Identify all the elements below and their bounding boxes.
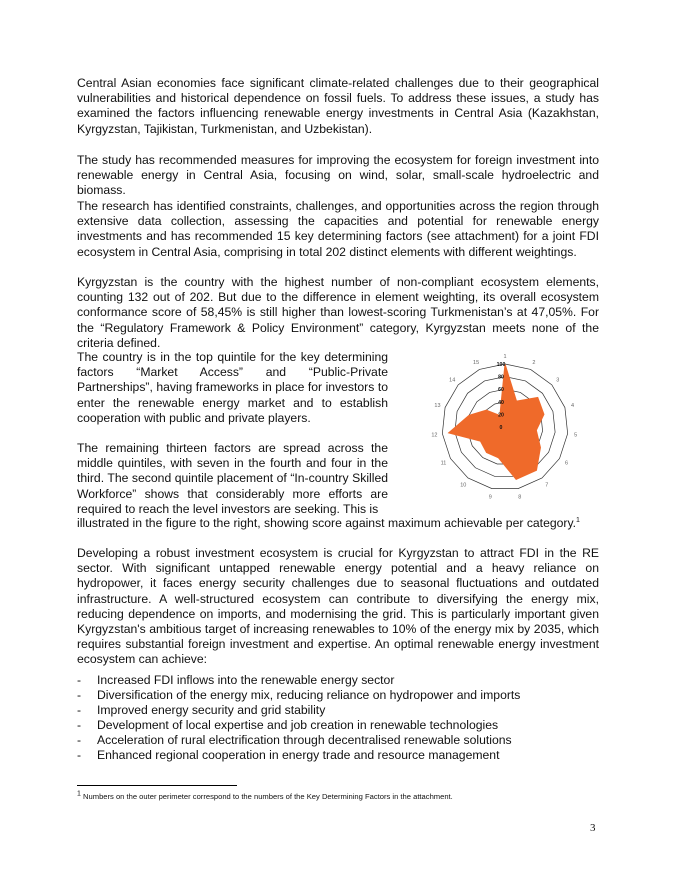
radar-category-label: 12 [431, 432, 438, 439]
radar-category-label: 10 [460, 482, 467, 489]
bullet-dash: - [77, 718, 82, 732]
list-item-text: Diversification of the energy mix, reducing reliance on hydropower and imports [97, 688, 521, 702]
list-item [77, 733, 599, 748]
radar-category-label: 13 [434, 403, 441, 410]
radar-category-label: 1 [503, 354, 507, 360]
radar-category-label: 2 [532, 360, 536, 367]
page-number: 3 [590, 822, 596, 834]
list-item [77, 703, 599, 718]
radar-category-label: 8 [518, 494, 522, 501]
radar-radial-tick-label: 100 [496, 362, 506, 368]
radar-radial-tick-label: 80 [498, 374, 504, 381]
bullet-dash: - [77, 733, 82, 747]
list-item [77, 688, 599, 703]
footnote-divider [77, 785, 237, 786]
list-item-text: Increased FDI inflows into the renewable energy sector [97, 673, 395, 687]
bullet-dash: - [77, 703, 82, 717]
radar-category-label: 11 [440, 460, 447, 467]
radar-radial-tick-label: 0 [499, 425, 503, 431]
list-item [77, 718, 599, 733]
benefits-list [77, 673, 599, 763]
radar-category-label: 5 [574, 432, 578, 439]
radar-radial-tick-label: 20 [498, 412, 504, 419]
list-item-text: Acceleration of rural electrification through decentralised renewable solutions [97, 733, 512, 747]
footnote-number: 1 [77, 790, 81, 798]
bullet-dash: - [77, 673, 82, 687]
radar-category-label: 15 [473, 360, 480, 367]
list-item-text: Improved energy security and grid stability [97, 703, 326, 717]
intro-paragraph: Central Asian economies face significant climate-related challenges due to their geographical vulnerabilities and historical dependence on fossil fuels. To address these issues, a study has examined the factors influencing renewable energy investments in Central Asia (Kazakhstan, Kyrgyzstan, Tajikistan, Turkmenistan, and Uzbekistan). [77, 76, 599, 136]
radar-radial-tick-label: 40 [498, 399, 504, 406]
radar-category-label: 3 [556, 377, 560, 384]
footnote [77, 792, 599, 802]
radar-radial-tick-label: 60 [498, 387, 504, 394]
radar-category-label: 14 [449, 377, 456, 384]
radar-chart [420, 345, 580, 501]
radar-category-label: 9 [488, 494, 492, 501]
footnote-reference: 1 [576, 516, 580, 524]
ecosystem-benefits-paragraph: Developing a robust investment ecosystem is crucial for Kyrgyzstan to attract FDI in the RE sector. With significant untapped renewable energy potential and a heavy reliance on hydropower, it faces energy security challenges due to seasonal fluctuations and outdated infrastructure. A well-structured ecosystem can contribute to diversifying the energy mix, reducing dependence on imports, and modernising the grid. This is particularly important given Kyrgyzstan's ambitious target of increasing renewables to 10% of the energy mix by 2035, which requires substantial foreign investment and expertise. An optimal renewable energy investment ecosystem can achieve: [77, 546, 599, 667]
list-item-text: Development of local expertise and job creation in renewable technologies [97, 718, 499, 732]
list-item [77, 748, 599, 763]
list-item [77, 673, 599, 688]
radar-category-label: 4 [570, 403, 575, 410]
bullet-dash: - [77, 748, 82, 762]
recommendations-paragraph: The study has recommended measures for improving the ecosystem for foreign investment into renewable energy in Central Asia, focusing on wind, solar, small-scale hydroelectric and biomass. [77, 153, 599, 198]
radar-category-label: 7 [545, 482, 549, 489]
kyrgyzstan-score-paragraph: Kyrgyzstan is the country with the highest number of non-compliant ecosystem elements, counting 132 out of 202. But due to the difference in element weighting, its overall ecosystem conformance score of 58,45% is still higher than lowest-scoring Turkmenistan’s at 47,05%. For the “Regulatory Framework & Policy Environment” category, Kyrgyzstan meets none of the criteria defined. [77, 275, 599, 350]
footnote-text: Numbers on the outer perimeter correspond to the numbers of the Key Determining Factors in the attachment. [83, 792, 453, 801]
figure-reference-line [77, 516, 599, 531]
list-item-text: Enhanced regional cooperation in energy trade and resource management [97, 748, 500, 762]
bullet-dash: - [77, 688, 82, 702]
figure-reference-text: illustrated in the figure to the right, showing score against maximum achievable per category. [77, 516, 577, 530]
middle-quintiles-paragraph: The remaining thirteen factors are spread across the middle quintiles, with seven in the fourth and four in the third. The second quintile placement of “In-country Skilled Workforce” shows that considerably more efforts are required to reach the level investors are seeking. This is [77, 441, 388, 516]
radar-category-label: 6 [564, 460, 569, 467]
research-paragraph: The research has identified constraints, challenges, and opportunities across the region through extensive data collection, assessing the capacities and potential for renewable energy investments and has recommended 15 key determining factors (see attachment) for a joint FDI ecosystem in Central Asia, comprising in total 202 distinct elements with different weightings. [77, 199, 599, 259]
top-quintile-paragraph: The country is in the top quintile for the key determining factors “Market Access” and “Public-Private Partnerships”, having frameworks in place for investors to enter the renewable energy market and to establish cooperation with public and private players. [77, 350, 388, 425]
